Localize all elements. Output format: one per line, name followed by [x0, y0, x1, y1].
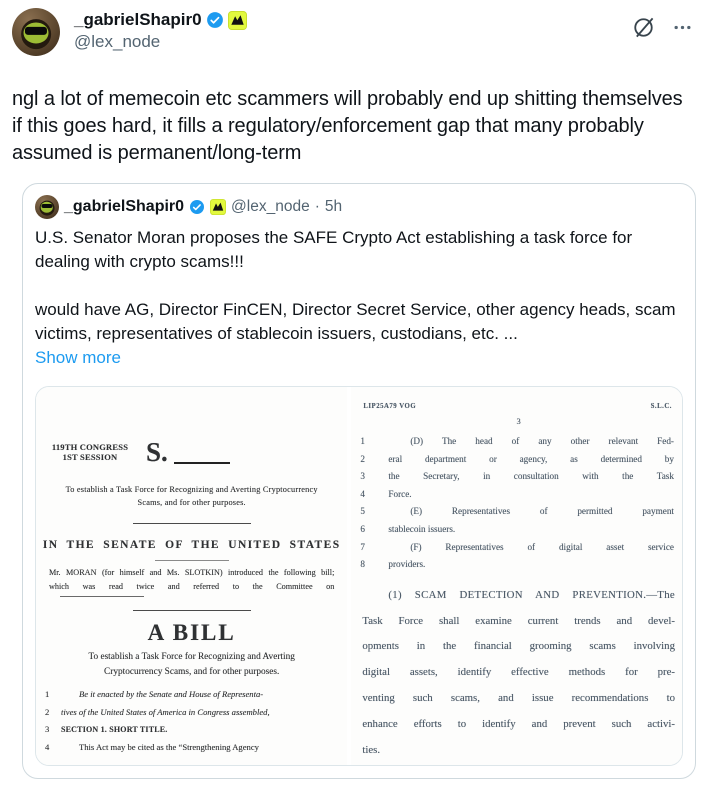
- affiliate-badge-icon: [210, 199, 226, 215]
- bill-line: 8 providers.: [360, 559, 426, 570]
- header-actions: [632, 8, 696, 44]
- committee-blank-line: [60, 596, 144, 597]
- draft-code-left: LIP25A79 VOG: [363, 403, 417, 410]
- bill-introduction: Mr. MORAN (for himself and Ms. SLOTKIN) introduced the following bill; which was read twice and referred to the Committee on: [49, 568, 335, 591]
- scam-detection-paragraph: (1) SCAM DETECTION AND PREVENTION.—The Task Force shall examine current trends and devel- opments in the financial grooming scams involving digital assets, identify effective methods for pre- venting such scams, and issue recommendations to enhance efforts to identify and prevent such activi- ties.: [362, 588, 675, 756]
- quote-paragraph-2: would have AG, Director FinCEN, Director Secret Service, other agency heads, scam victims, representatives of stablecoin issuers, custodians, etc. ...: [35, 300, 676, 343]
- affiliate-badge-icon[interactable]: [228, 11, 247, 30]
- author-name-row: [74, 10, 247, 30]
- author-name[interactable]: _gabrielShapir0: [74, 10, 202, 29]
- grok-icon[interactable]: [632, 16, 655, 44]
- bill-line: 5 (E) Representatives of permitted payment: [360, 506, 674, 517]
- verified-badge-icon: [206, 11, 224, 29]
- author-handle[interactable]: @lex_node: [74, 32, 161, 51]
- congress-header: [50, 437, 347, 468]
- more-button[interactable]: [673, 18, 692, 42]
- author-block: [74, 8, 247, 53]
- bill-line: 4 Force.: [360, 488, 412, 499]
- bill-line: 3 SECTION 1. SHORT TITLE.: [45, 724, 168, 734]
- quote-meta: [231, 198, 342, 216]
- quoted-tweet-card[interactable]: [22, 183, 696, 779]
- bill-line: 7 (F) Representatives of digital asset service: [360, 541, 674, 552]
- show-more-link[interactable]: Show more: [35, 348, 121, 367]
- bill-line: 2 eral department or agency, as determined by: [360, 453, 674, 464]
- mini-divider: [155, 560, 229, 561]
- bill-subtitle: To establish a Task Force for Recognizing and Averting Cryptocurrency Scams, and for other purposes.: [88, 652, 295, 677]
- quote-author-handle[interactable]: @lex_node: [231, 198, 310, 215]
- quote-header: [35, 195, 683, 219]
- bill-line: 6 stablecoin issuers.: [360, 523, 456, 534]
- quote-avatar[interactable]: [35, 195, 59, 219]
- page-number: 3: [516, 416, 521, 426]
- avatar-sunglasses-shape: [41, 204, 52, 208]
- quote-timestamp[interactable]: 5h: [324, 198, 343, 215]
- meta-separator: ·: [314, 198, 320, 215]
- quote-author-name[interactable]: _gabrielShapir0: [64, 198, 185, 215]
- bill-numbered-lines: [36, 686, 347, 756]
- tweet-text: ngl a lot of memecoin etc scammers will probably end up shitting themselves if this goes hard, it fills a regulatory/enforcement gap that many probably assumed is permanent/long-term: [12, 88, 689, 164]
- bill-page-3-image[interactable]: [351, 387, 683, 765]
- quote-paragraph-1: U.S. Senator Moran proposes the SAFE Crypto Act establishing a task force for dealing with crypto scams!!!: [35, 228, 633, 271]
- bill-line: 1 (D) The head of any other relevant Fed-: [360, 436, 674, 446]
- avatar-sunglasses-shape: [25, 26, 47, 34]
- bill-line: 1 Be it enacted by the Senate and House of Representa-: [45, 689, 264, 699]
- senate-heading: IN THE SENATE OF THE UNITED STATES: [42, 539, 341, 551]
- page-3-header: [351, 387, 683, 410]
- congress-session-label: 119TH CONGRESS 1ST SESSION: [51, 442, 129, 462]
- bill-number: S.: [146, 437, 168, 467]
- verified-badge-icon: [189, 199, 205, 215]
- bill-number-blank-line: [174, 442, 230, 464]
- avatar[interactable]: [12, 8, 60, 56]
- bill-numbered-lines: [351, 433, 683, 574]
- tweet-header: [12, 8, 696, 56]
- quote-media-grid: [35, 386, 683, 766]
- bill-heading: A BILL: [147, 620, 236, 645]
- bill-line: 2 tives of the United States of America in Congress assembled,: [45, 706, 270, 717]
- quote-text: [35, 226, 683, 370]
- divider-rule: [133, 523, 251, 524]
- draft-code-right: S.L.C.: [650, 403, 672, 410]
- bill-page-1-image[interactable]: [36, 387, 347, 765]
- bill-preamble: To establish a Task Force for Recognizing and Averting Cryptocurrency Scams, and for other purposes.: [65, 485, 318, 507]
- divider-rule: [133, 610, 251, 611]
- bill-line: 3 the Secretary, in consultation with the Task: [360, 471, 674, 482]
- bill-line: 4 This Act may be cited as the “Strengthening Agency: [45, 741, 259, 752]
